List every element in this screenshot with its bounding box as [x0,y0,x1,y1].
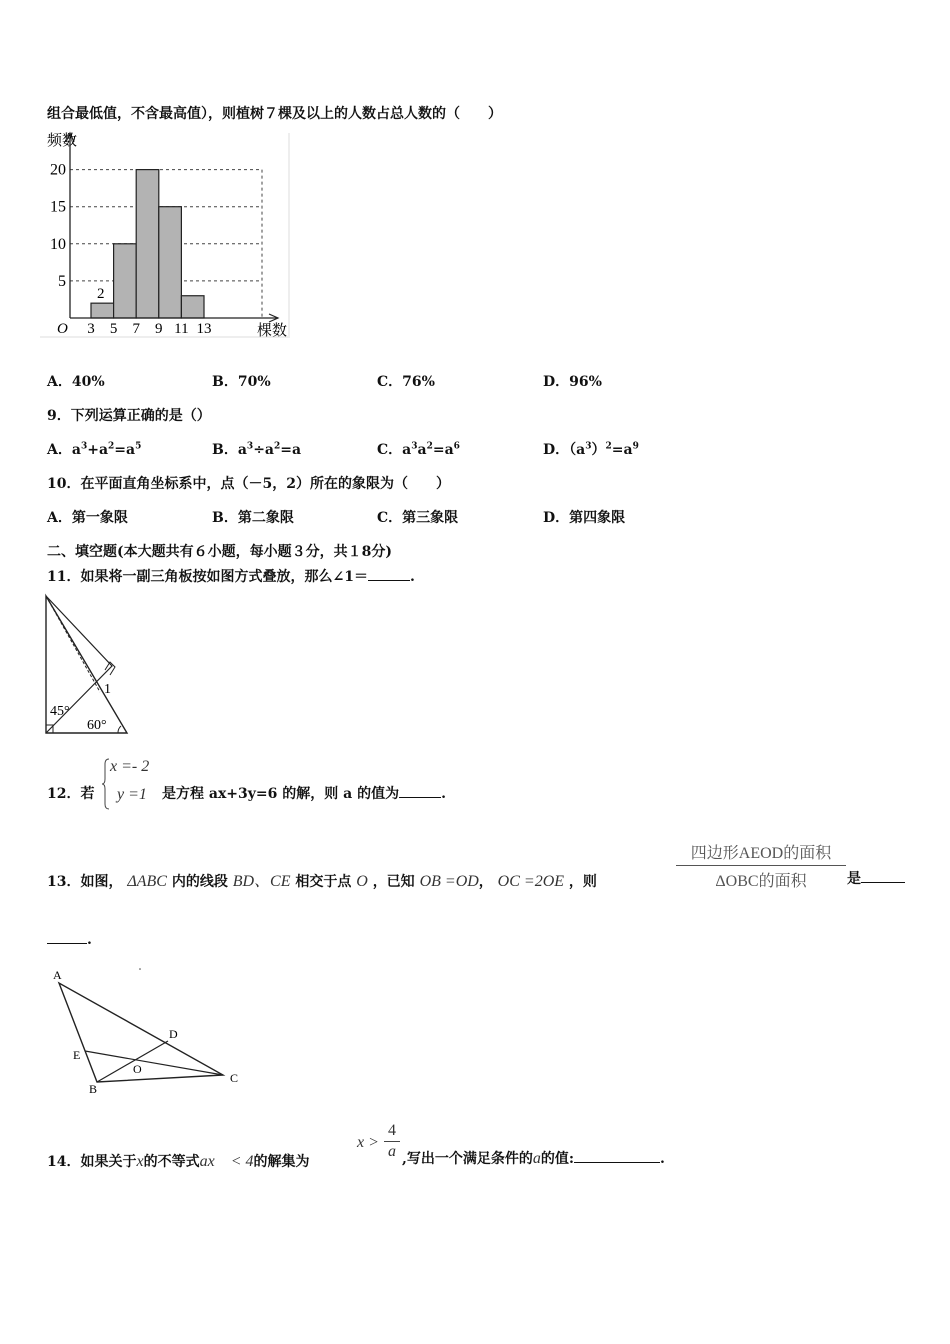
histogram-bar-5-7 [114,244,137,318]
q14-solution-left: x > [357,1134,379,1151]
q11-triangle-figure [40,592,135,738]
q13-answer-blank-2[interactable] [47,931,87,944]
vertex-b-label: B [89,1082,98,1096]
histogram-bar-3-5 [91,303,114,318]
angle-60-label: 60° [87,718,107,733]
section-2-heading: 二、填空题(本大题共有６小题，每小题３分，共１8分) [47,544,392,560]
histogram-bar-11-13 [181,296,204,318]
origin-label: O [57,321,68,337]
x-tick-label: 7 [132,321,140,337]
vertex-c-label: C [230,1071,239,1085]
q12-answer-blank[interactable] [399,785,441,798]
q8-option-c[interactable]: C．76% [377,374,435,390]
q8-option-a[interactable]: A．40% [47,374,105,390]
vertex-o-label: O [133,1062,142,1076]
q10-option-a[interactable]: A．第一象限 [47,510,128,526]
q9-option-c[interactable]: C．$a^3a^2=a^6$ [377,441,460,458]
q10-option-d[interactable]: D．第四象限 [543,510,626,526]
q10-stem: 10．在平面直角坐标系中，点（－5，2）所在的象限为（ ） [47,476,450,492]
q14-solution-fraction: 4 a [384,1122,400,1161]
q8-intro: 组合最低值，不含最高值），则植树７棵及以上的人数占总人数的（ ） [47,106,502,122]
q13-end-2: . [47,931,92,948]
q9-option-d[interactable]: D．$(a^3)^2=a^9$ [543,441,639,458]
vertex-a-label: A [53,968,62,982]
q13-stem: 13．如图， ΔABC 内的线段 BD、CE 相交于点 O ，已知 OB =OD， OC =2OE ，则 [47,873,597,890]
angle-45-label: 45° [50,704,70,719]
q13-fraction: 四边形AEOD的面积 ΔOBC的面积 [676,840,846,891]
vertex-e-label: E [73,1048,81,1062]
vertex-d-label: D [169,1027,178,1041]
q14-answer-blank[interactable] [574,1150,660,1163]
y-tick-label: 20 [50,161,66,179]
q12-stem: 是方程 ax+3y=6 的解，则 a 的值为 . [162,786,446,802]
x-tick-label: 9 [155,321,163,337]
q12-eq-x: x =- 2 [110,758,150,775]
q13-triangle-figure [45,965,245,1097]
q14-stem: 14．如果关于x的不等式ax < 4的解集为 [47,1153,310,1170]
q9-option-b[interactable]: B．$a^3\div a^2=a$ [212,441,302,458]
q9-stem: 9．下列运算正确的是（） [47,408,211,424]
x-axis-label: 棵数 [257,323,288,339]
y-tick-label: 15 [50,198,66,216]
q9-option-a[interactable]: A．$a^3+a^2=a^5$ [47,441,142,458]
x-tick-label: 3 [87,321,95,337]
q11-answer-blank[interactable] [368,568,410,581]
x-tick-label: 13 [196,321,212,337]
q10-option-c[interactable]: C．第三象限 [377,510,459,526]
histogram-bar-7-9 [136,170,159,318]
q14-stem-2: ,写出一个满足条件的a的值: . [402,1150,665,1167]
angle-1-label: 1 [104,682,111,697]
y-tick-label: 10 [50,235,66,253]
q13-answer-blank-1[interactable] [861,870,905,883]
q10-option-b[interactable]: B．第二象限 [212,510,294,526]
q11-stem: 11．如果将一副三角板按如图方式叠放，那么∠1＝ . [47,569,415,585]
q12-prefix: 12．若 [47,786,95,802]
y-tick-label: 5 [58,272,66,290]
y-axis-label: 频数 [47,133,78,149]
q8-option-d[interactable]: D．96% [543,374,602,390]
q8-option-b[interactable]: B．70% [212,374,271,390]
q13-end: 是 [847,868,905,888]
q12-eq-y: y =1 [117,786,147,803]
bar-label-2: 2 [97,286,105,302]
x-tick-label: 11 [174,321,189,337]
histogram-chart [40,128,300,343]
x-tick-label: 5 [109,321,118,337]
histogram-bar-9-11 [159,207,182,318]
